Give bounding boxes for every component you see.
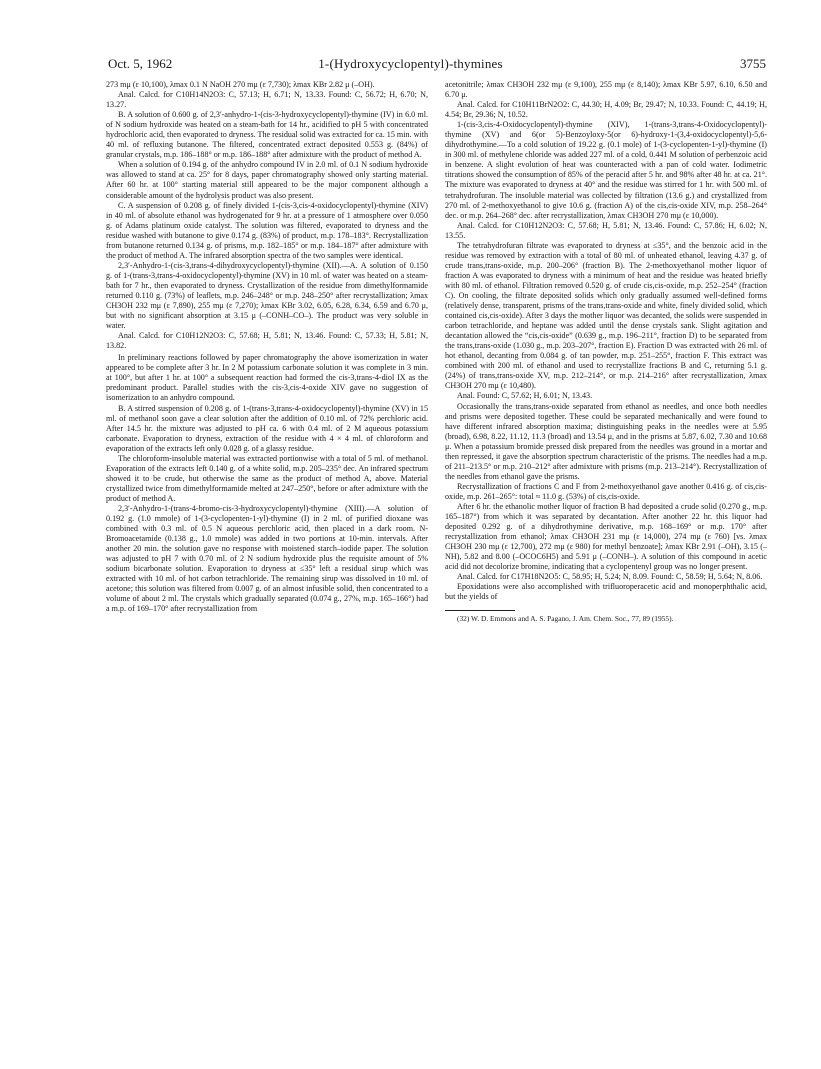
paragraph: Anal. Calcd. for C17H18N2O5: C, 58.95; H, 5.24; N, 8.09. Found: C, 58.59; H, 5.64; N, 8.06.	[457, 572, 763, 582]
footnote-divider	[445, 610, 515, 611]
header-date: Oct. 5, 1962	[108, 56, 173, 71]
paragraph: 1-(cis-3,cis-4-Oxidocyclopentyl)-thymine (XIV), 1-(trans-3,trans-4-Oxidocyclopentyl)-thymine (XV) and 6(or 5)-Benzoyloxy-5(or 6)-hydroxy-1-(3,4-oxidocyclopentyl)-5,6-dihydrothymine.—To a cold solution of 19.22 g. (0.1 mole) of 1-(3-cyclopenten-1-yl)-thymine (I) in 300 ml. of methylene chloride was added 227 ml. of a cold, 0.441 M solution of perbenzoic acid in benzene. A slight evolution of heat was counteracted with a pan of cold water. Iodimetric titrations showed the consumption of 85% of the peracid after 5 hr. and 98% after 48 hr. at ca. 21°. The mixture was evaporated to dryness at 40° and the residue was stirred for 1 hr. with 500 ml. of tetrahydrofuran. The insoluble material was collected by filtration (13.6 g.) and crystallized from 270 ml. of 2-methoxyethanol to give 10.6 g. (fraction A) of the cis,cis-oxide XIV, m.p. 258–264° dec. or m.p. 264–268° dec. after recrystallization, λmax CH3OH 270 mμ (ε 10,000).	[445, 120, 767, 220]
paragraph: In preliminary reactions followed by paper chromatography the above isomerization in water appeared to be complete after 3 hr. In 2 M potassium carbonate solution it was complete in 3 min. at 100°, but after 1 hr. at 100° a subsequent reaction had formed the cis-3,trans-4-diol IX as the predominant product. Parallel studies with the cis-3,cis-4-oxide XIV gave no suggestion of isomerization to an anhydro compound.	[106, 353, 428, 403]
paragraph: Anal. Calcd. for C10H12N2O3: C, 57.68; H, 5.81; N, 13.46. Found: C, 57.33; H, 5.81; N, 13.82.	[106, 331, 428, 351]
paragraph: 2,3′-Anhydro-1-(cis-3,trans-4-dihydroxycyclopentyl)-thymine (XII).—A. A solution of 0.150 g. of 1-(trans-3,trans-4-oxidocyclopentyl)-thymine (XV) in 10 ml. of water was heated on a steam-bath for 7 hr., then evaporated to dryness. Crystallization of the residue from dimethylformamide returned 0.110 g. (73%) of leaflets, m.p. 246–248° or m.p. 248–250° after recrystallization; λmax CH3OH 232 mμ (ε 7,890), 255 mμ (ε 7,270); λmax KBr 3.02, 6.05, 6.28, 6.34, 6.59 and 6.70 μ, but with no significant absorption at 3.15 μ (–CONH–CO–). The product was very soluble in water.	[106, 260, 428, 331]
paragraph: Anal. Calcd. for C10H14N2O3: C, 57.13; H, 6.71; N, 13.33. Found: C, 56.72; H, 6.70; N, 13.27.	[106, 90, 428, 110]
right-column	[445, 80, 767, 623]
paragraph: After 6 hr. the ethanolic mother liquor of fraction B had deposited a crude solid (0.270 g., m.p. 165–187°) from which it was separated by decantation. After another 22 hr. this liquor had deposited 0.292 g. of a dihydrothymine derivative, m.p. 168–169° or m.p. 170° after recrystallization from ethanol; λmax CH3OH 231 mμ (ε 14,000), 274 mμ (ε 760) [vs. λmax CH3OH 230 mμ (ε 12,700), 272 mμ (ε 980) for methyl benzoate]; λmax KBr 2.91 (–OH), 3.15 (–NH), 5.82 and 8.00 (–OCOC6H5) and 5.91 μ (–CONH–). A solution of this compound in acetic acid did not decolorize bromine, indicating that a cyclopentenyl group was no longer present.	[445, 501, 767, 572]
paragraph: Epoxidations were also accomplished with trifluoroperacetic acid and monoperphthalic acid, but the yields of	[445, 582, 767, 602]
paragraph: Occasionally the trans,trans-oxide separated from ethanol as needles, and once both needles and prisms were deposited together. These could be separated mechanically and were found to have different infrared absorption maxima; distinguishing peaks in the needles were at 5.95 (broad), 6.98, 8.22, 11.12, 11.3 (broad) and 13.54 μ, and in the prisms at 5.87, 6.02, 7.30 and 10.68 μ. When a potassium bromide pressed disk prepared from the needles was ground in a mortar and then repressed, it gave the absorption spectrum characteristic of the prisms. The needles had a m.p. of 211–213.5° or m.p. 210–212° after admixture with prisms (m.p. 213–214°). Recrystallization of the needles from ethanol gave the prisms.	[445, 401, 767, 481]
paragraph: The tetrahydrofuran filtrate was evaporated to dryness at ≤35°, and the benzoic acid in the residue was removed by extraction with a total of 80 ml. of unheated ethanol, leaving 4.37 g. of crude trans,trans-oxide, m.p. 200–206° (fraction B). The 2-methoxyethanol mother liquor of fraction A was evaporated to dryness with a minimum of heat and the residue was heated briefly with 80 ml. of ethanol. Filtration removed 0.520 g. of crude cis,cis-oxide, m.p. 252–254° (fraction C). On cooling, the filtrate deposited solids which only gradually assumed well-defined forms (relatively dense, transparent, prisms of the trans,trans-oxide and white, finely divided solid, which contained cis,cis-oxide). After 3 days the mother liquor was decanted, the solids were suspended in carbon tetrachloride, and heptane was added until the dense crystals sank. Slight agitation and decantation allowed the “cis,cis-oxide” (0.639 g., m.p. 196–211°, fraction D) to be separated from the trans,trans-oxide (1.030 g., m.p. 203–207°, fraction E). Fraction D was extracted with 26 ml. of hot ethanol, decanting from 0.084 g. of tan powder, m.p. 251–255°, fraction F. This extract was combined with 200 ml. of ethanol and used to recrystallize fractions B and C, returning 5.1 g. (24%) of trans,trans-oxide XV, m.p. 212–214°, or m.p. 214–216° after recrystallization, λmax CH3OH 270 mμ (ε 10,480).	[445, 240, 767, 391]
paragraph: 2,3′-Anhydro-1-(trans-4-bromo-cis-3-hydroxycyclopentyl)-thymine (XIII).—A solution of 0.192 g. (1.0 mmole) of 1-(3-cyclopenten-1-yl)-thymine (I) in 2 ml. of purified dioxane was combined with 0.3 ml. of 0.5 N aqueous perchloric acid, then placed in a dark room. N-Bromoacetamide (0.138 g., 1.0 mmole) was added in two portions at 10-min. intervals. After another 20 min. the solution gave no response with moistened starch–iodide paper. The solution was adjusted to pH 7 with 0.70 ml. of 2 N sodium hydroxide plus the requisite amount of 5% sodium bicarbonate solution. Evaporation to dryness at ≤35° left a residual sirup which was extracted with 10 ml. of hot carbon tetrachloride. The remaining sirup was dissolved in 10 ml. of acetone; this solution was filtered from 0.007 g. of an almost infusible solid, then concentrated to a volume of about 2 ml. The crystals which gradually separated (0.074 g., 27%, m.p. 165–166°) had a m.p. of 169–170° after recrystallization from	[106, 503, 428, 614]
page-number: 3755	[740, 56, 766, 71]
paragraph: Anal. Calcd. for C10H11BrN2O2: C, 44.30; H, 4.09; Br, 29.47; N, 10.33. Found: C, 44.19; H, 4.54; Br, 29.36; N, 10.52.	[445, 100, 767, 120]
footnote: (32) W. D. Emmons and A. S. Pagano, J. Am. Chem. Soc., 77, 89 (1955).	[457, 614, 674, 624]
paragraph: Recrystallization of fractions C and F from 2-methoxyethanol gave another 0.416 g. of cis,cis-oxide, m.p. 261–265°: total ≈ 11.0 g. (53%) of cis,cis-oxide.	[445, 481, 767, 501]
left-column	[106, 80, 428, 614]
paragraph: B. A solution of 0.600 g. of 2,3′-anhydro-1-(cis-3-hydroxycyclopentyl)-thymine (IV) in 6.0 ml. of N sodium hydroxide was heated on a steam-bath for 14 hr., acidified to pH 5 with concentrated hydrochloric acid, then evaporated to dryness. The residual solid was extracted for ca. 15 min. with 40 ml. of refluxing butanone. The filtered, concentrated extract deposited 0.553 g. (84%) of granular crystals, m.p. 186–188° or m.p. 186–188° after admixture with the product of method A.	[106, 110, 428, 160]
paragraph: Anal. Calcd. for C10H12N2O3: C, 57.68; H, 5.81; N, 13.46. Found: C, 57.86; H, 6.02; N, 13.55.	[445, 220, 767, 240]
paragraph: C. A suspension of 0.208 g. of finely divided 1-(cis-3,cis-4-oxidocyclopentyl)-thymine (XIV) in 40 ml. of absolute ethanol was hydrogenated for 9 hr. at a pressure of 1 atmosphere over 0.050 g. of Adams platinum oxide catalyst. The solution was filtered, evaporated to dryness and the residue washed with butanone to give 0.174 g. (83%) of product, m.p. 178–183°. Recrystallization from butanone returned 0.134 g. of prisms, m.p. 182–185° or m.p. 184–187° after admixture with the product of method A. The infrared absorption spectra of the two samples were identical.	[106, 200, 428, 260]
header-title: 1-(Hydroxycyclopentyl)-thymines	[318, 56, 503, 71]
paragraph: When a solution of 0.194 g. of the anhydro compound IV in 2.0 ml. of 0.1 N sodium hydroxide was allowed to stand at ca. 25° for 8 days, paper chromatography showed only starting material. After 60 hr. at 100° starting material still appeared to be the major component although a considerable amount of the hydrolysis product was also present.	[106, 160, 428, 200]
paragraph: Anal. Found: C, 57.62; H, 6.01; N, 13.43.	[457, 391, 593, 401]
paragraph: acetonitrile; λmax CH3OH 232 mμ (ε 9,100), 255 mμ (ε 8,140); λmax KBr 5.97, 6.10, 6.50 and 6.70 μ.	[445, 80, 767, 100]
paragraph: The chloroform-insoluble material was extracted portionwise with a total of 5 ml. of methanol. Evaporation of the extracts left 0.140 g. of a white solid, m.p. 205–235° dec. An infrared spectrum showed it to be crude, but otherwise the same as the product of method A, above. Material crystallized twice from dimethylformamide melted at 247–250°, before or after admixture with the product of method A.	[106, 453, 428, 503]
paragraph: 273 mμ (ε 10,100), λmax 0.1 N NaOH 270 mμ (ε 7,730); λmax KBr 2.82 μ (–OH).	[106, 80, 375, 89]
paragraph: B. A stirred suspension of 0.208 g. of 1-(trans-3,trans-4-oxidocyclopentyl)-thymine (XV) in 15 ml. of methanol soon gave a clear solution after the addition of 0.10 ml. of 72% perchloric acid. After 14.5 hr. the mixture was adjusted to pH ca. 6 with 0.4 ml. of 2 M aqueous potassium carbonate. Evaporation to dryness, extraction of the residue with 4 × 4 ml. of chloroform and evaporation of the extracts left only 0.028 g. of a glassy residue.	[106, 403, 428, 453]
